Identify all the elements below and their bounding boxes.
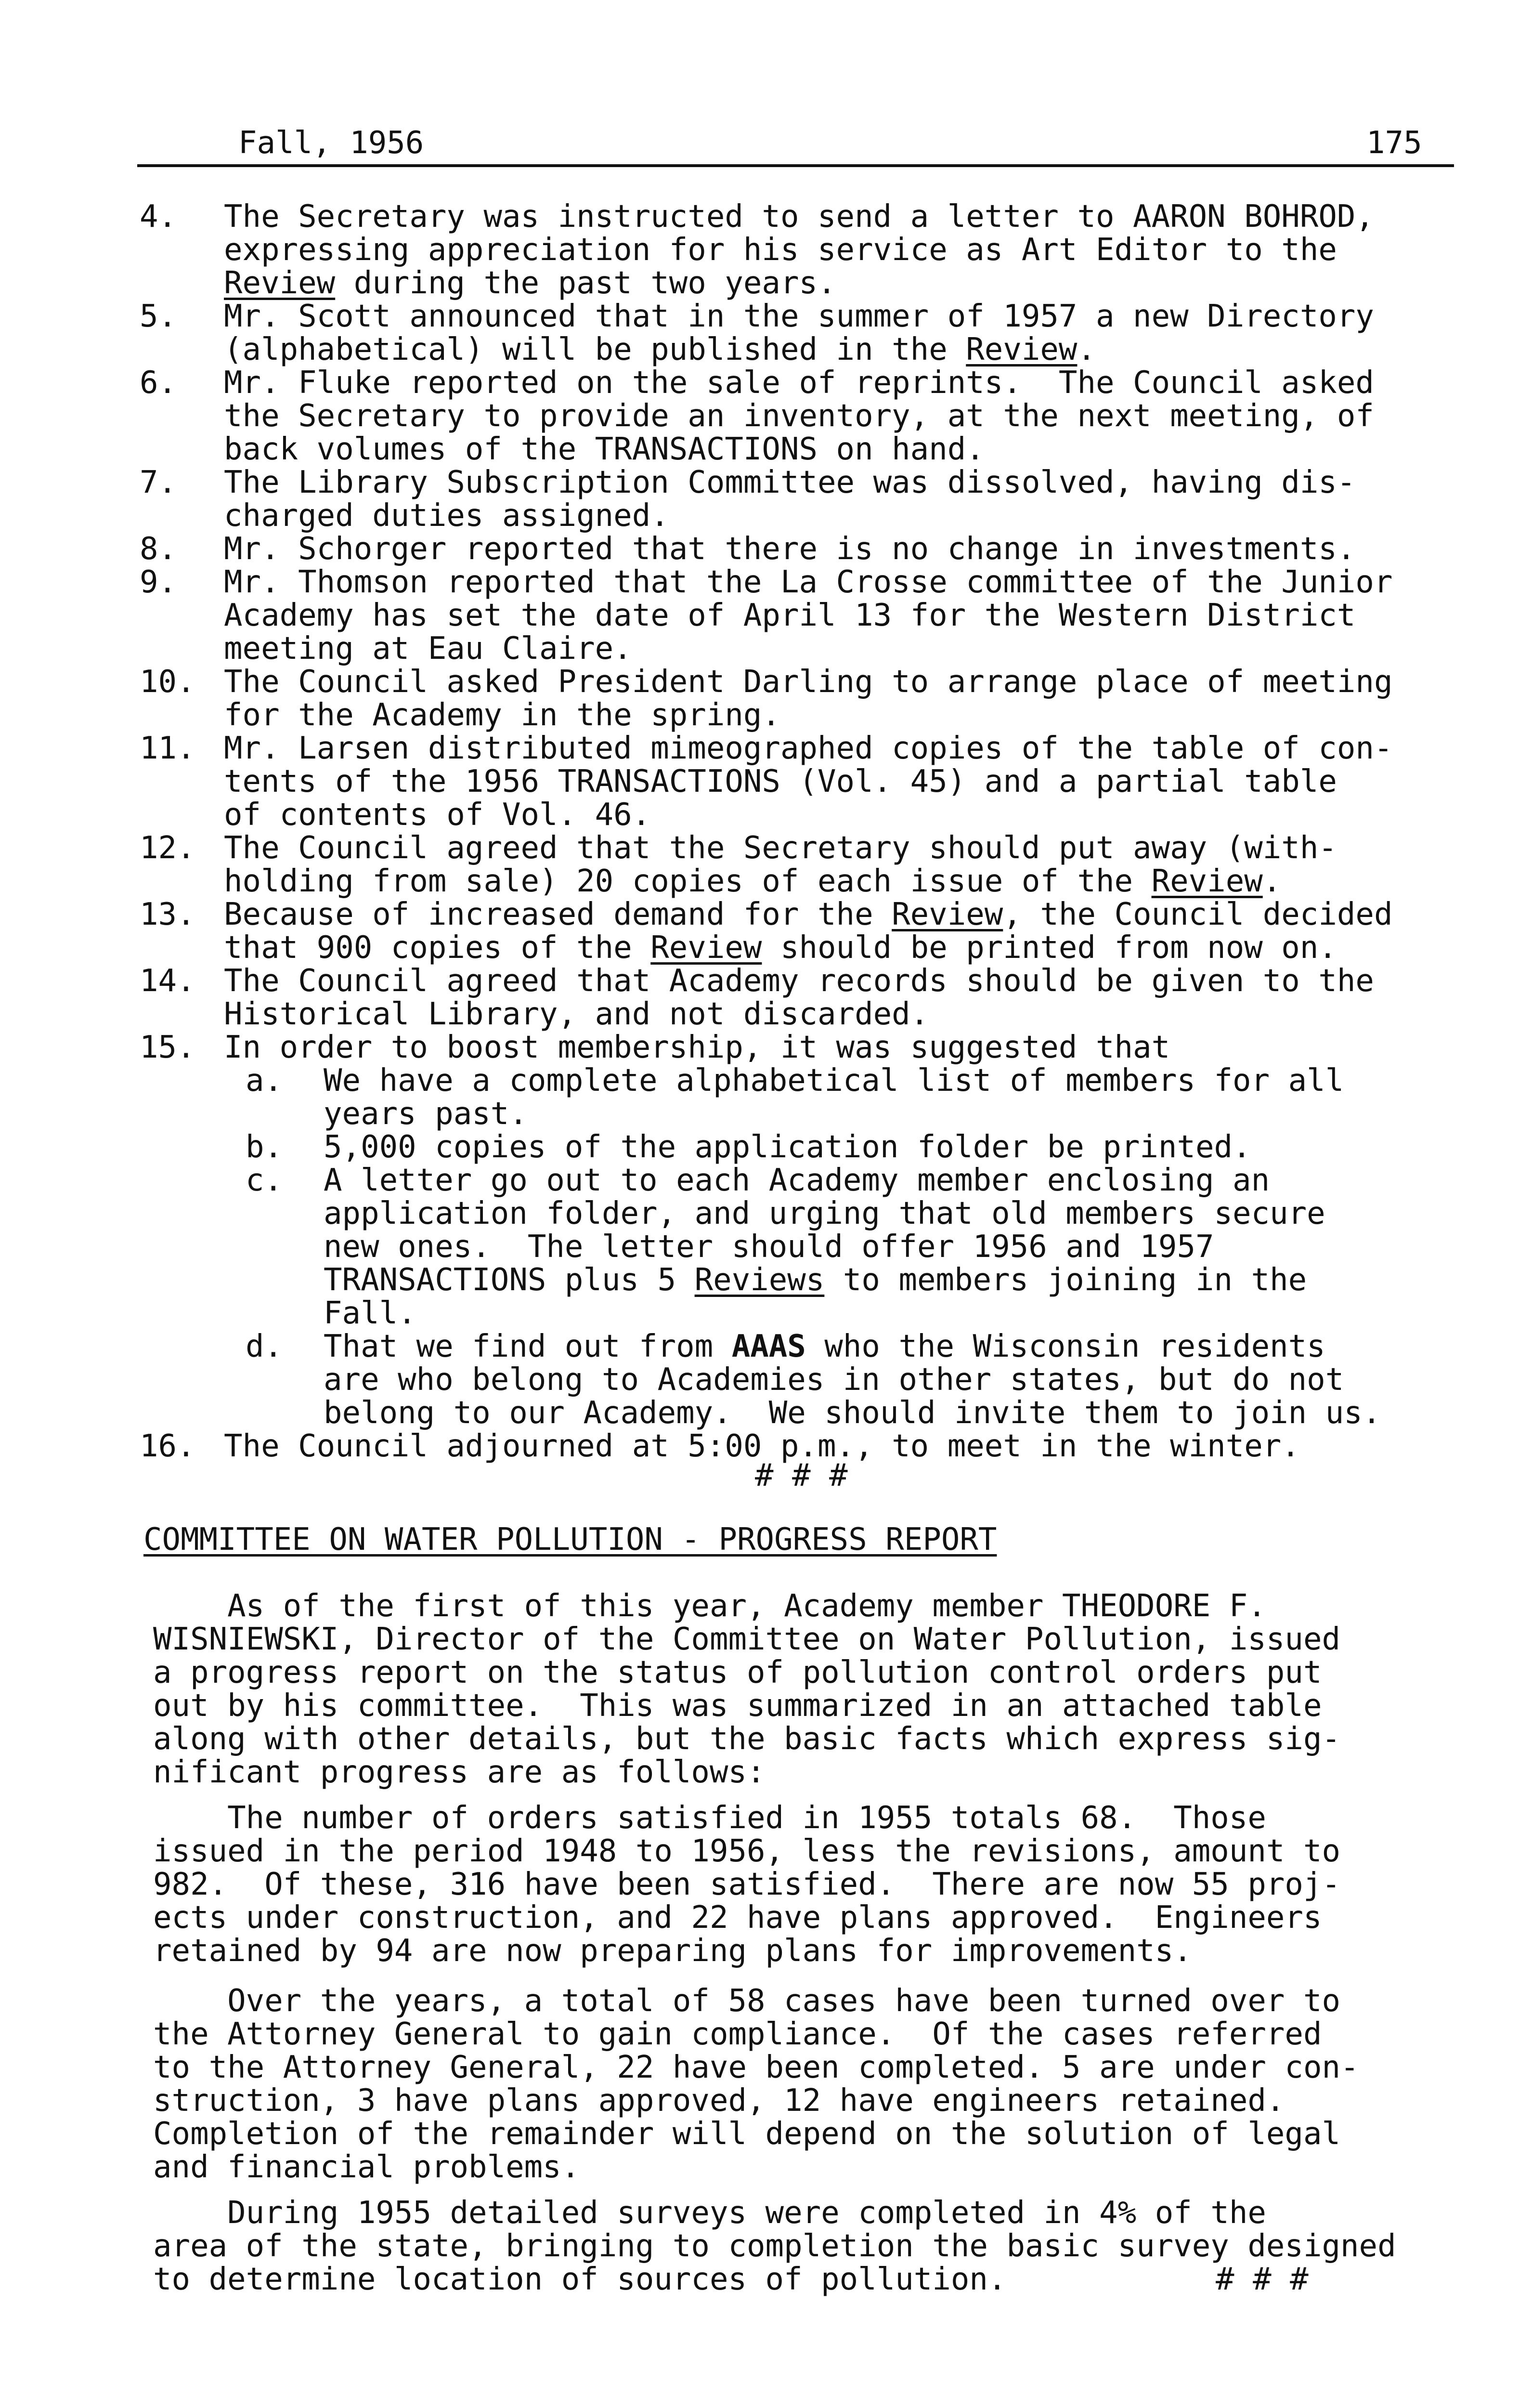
item-number: 4. xyxy=(140,199,177,235)
subitem-letter: b. xyxy=(246,1129,283,1165)
end-separator: # # # xyxy=(755,1458,848,1493)
item-text-line xyxy=(224,466,1355,499)
text-run: belong to our Academy. We should invite them to join us. xyxy=(324,1395,1381,1431)
text-run: application folder, and urging that old members secure xyxy=(324,1196,1325,1231)
paragraph-line: struction, 3 have plans approved, 12 have engineers retained. xyxy=(153,2083,1285,2119)
text-run: tents of the 1956 TRANSACTIONS (Vol. 45) and a partial table xyxy=(224,764,1337,799)
item-text-line xyxy=(224,698,780,732)
text-run: The Council agreed that the Secretary should put away (with- xyxy=(224,830,1337,866)
text-run: The Council agreed that Academy records should be given to the xyxy=(224,963,1374,999)
item-number: 16. xyxy=(140,1428,195,1464)
text-run: are who belong to Academies in other states, but do not xyxy=(324,1362,1344,1398)
item-text-line xyxy=(224,665,1392,699)
subitem-letter: a. xyxy=(246,1063,283,1099)
text-run: expressing appreciation for his service as Art Editor to the xyxy=(224,232,1337,268)
paragraph-line: WISNIEWSKI, Director of the Committee on Water Pollution, issued xyxy=(153,1622,1340,1657)
item-text-line xyxy=(224,1031,1170,1064)
paragraph-line: area of the state, bringing to completion the basic survey designed xyxy=(153,2228,1396,2264)
subitem-text-line xyxy=(324,1330,1325,1363)
item-text-line xyxy=(224,765,1337,798)
text-run: The Secretary was instructed to send a letter to AARON BOHROD, xyxy=(224,199,1374,235)
item-number: 12. xyxy=(140,830,195,866)
text-run: Because of increased demand for the xyxy=(224,897,892,932)
paragraph-line: along with other details, but the basic facts which express sig- xyxy=(153,1721,1340,1757)
text-run: Fall. xyxy=(324,1296,416,1331)
text-run: Mr. Schorger reported that there is no change in investments. xyxy=(224,531,1356,567)
paragraph-line: ects under construction, and 22 have plans approved. Engineers xyxy=(153,1900,1322,1936)
subitem-text-line xyxy=(324,1296,416,1330)
item-text-line xyxy=(224,366,1374,400)
underlined-title: Reviews xyxy=(694,1262,825,1298)
paragraph-line: the Attorney General to gain compliance. Of the cases referred xyxy=(153,2016,1322,2052)
item-text-line xyxy=(224,898,1392,931)
subitem-text-line xyxy=(324,1363,1344,1397)
item-text-line xyxy=(224,831,1337,865)
paragraph-line: The number of orders satisfied in 1955 totals 68. Those xyxy=(153,1800,1266,1836)
item-number: 6. xyxy=(140,365,177,401)
subitem-text-line xyxy=(324,1197,1325,1230)
paragraph-line: a progress report on the status of pollution control orders put xyxy=(153,1655,1322,1690)
text-run: to members joining in the xyxy=(824,1262,1307,1298)
text-run: Mr. Scott announced that in the summer of 1957 a new Directory xyxy=(224,299,1374,334)
item-text-line xyxy=(224,798,650,832)
running-header-date: Fall, 1956 xyxy=(238,125,424,161)
paragraph-line: to the Attorney General, 22 have been completed. 5 are under con- xyxy=(153,2050,1359,2085)
item-text-line xyxy=(224,399,1374,433)
item-text-line xyxy=(224,333,1096,366)
item-text-line xyxy=(224,432,985,466)
item-text-line: The Council adjourned at 5:00 p.m., to meet in the winter. xyxy=(224,1428,1300,1464)
item-text-line xyxy=(224,233,1337,267)
text-run: We have a complete alphabetical list of members for all xyxy=(324,1063,1344,1099)
text-run: for the Academy in the spring. xyxy=(224,697,780,733)
item-text-line xyxy=(224,300,1374,333)
paragraph-line: retained by 94 are now preparing plans for improvements. xyxy=(153,1933,1192,1969)
paragraph-line: As of the first of this year, Academy member THEODORE F. xyxy=(153,1588,1266,1624)
text-run: charged duties assigned. xyxy=(224,498,669,534)
item-number: 7. xyxy=(140,465,177,500)
subitem-text-line xyxy=(324,1230,1214,1264)
item-text-line xyxy=(224,532,1355,566)
subitem-letter: c. xyxy=(246,1163,283,1198)
underlined-title: Review xyxy=(1151,864,1263,899)
item-number: 5. xyxy=(140,299,177,334)
item-number: 10. xyxy=(140,664,195,700)
end-separator: # # # xyxy=(1216,2262,1309,2297)
item-number: 13. xyxy=(140,897,195,932)
text-run: The Council asked President Darling to arrange place of meeting xyxy=(224,664,1393,700)
text-run: the Secretary to provide an inventory, at the next meeting, of xyxy=(224,398,1374,434)
subitem-text-line xyxy=(324,1130,1251,1164)
item-text-line xyxy=(224,565,1392,599)
text-run: Historical Library, and not discarded. xyxy=(224,996,929,1032)
text-run: Mr. Larsen distributed mimeographed copies of the table of con- xyxy=(224,731,1393,766)
subitem-letter: d. xyxy=(246,1329,283,1364)
paragraph-line: 982. Of these, 316 have been satisfied. There are now 55 proj- xyxy=(153,1867,1340,1902)
text-run: A letter go out to each Academy member enclosing an xyxy=(324,1163,1270,1198)
text-run: years past. xyxy=(324,1096,528,1132)
subitem-text-line xyxy=(324,1164,1270,1197)
text-run: 5,000 copies of the application folder be printed. xyxy=(324,1129,1251,1165)
item-text-line xyxy=(224,499,669,533)
paragraph-line: nificant progress are as follows: xyxy=(153,1754,766,1790)
text-run: back volumes of the TRANSACTIONS on hand. xyxy=(224,432,985,467)
bold-acronym: AAAS xyxy=(731,1329,806,1364)
text-run: In order to boost membership, it was suggested that xyxy=(224,1030,1170,1065)
text-run: . xyxy=(1077,332,1096,367)
text-run: TRANSACTIONS plus 5 xyxy=(324,1262,695,1298)
subitem-text-line xyxy=(324,1097,528,1131)
subitem-text-line xyxy=(324,1064,1344,1098)
underlined-title: Review xyxy=(650,930,762,966)
text-run: Academy has set the date of April 13 for the Western District xyxy=(224,598,1356,633)
paragraph-line: Over the years, a total of 58 cases have been turned over to xyxy=(153,1983,1340,2019)
text-run: meeting at Eau Claire. xyxy=(224,631,632,667)
text-run: during the past two years. xyxy=(335,265,836,301)
item-text-line xyxy=(224,964,1374,998)
text-run: should be printed from now on. xyxy=(762,930,1337,966)
text-run: new ones. The letter should offer 1956 and 1957 xyxy=(324,1229,1214,1265)
text-run: that 900 copies of the xyxy=(224,930,651,966)
item-text-line xyxy=(224,266,836,300)
text-run: Mr. Fluke reported on the sale of reprints. The Council asked xyxy=(224,365,1374,401)
item-text-line xyxy=(224,632,632,666)
text-run: of contents of Vol. 46. xyxy=(224,797,651,833)
item-text-line xyxy=(224,599,1355,632)
text-run: who the Wisconsin residents xyxy=(805,1329,1325,1364)
item-text-line xyxy=(224,864,1281,898)
paragraph-line: out by his committee. This was summarized in an attached table xyxy=(153,1688,1322,1724)
item-number: 8. xyxy=(140,531,177,567)
subitem-text-line xyxy=(324,1396,1381,1430)
item-text-line xyxy=(224,732,1392,765)
page-number: 175 xyxy=(1366,125,1422,161)
section-heading: COMMITTEE ON WATER POLLUTION - PROGRESS REPORT xyxy=(143,1522,997,1557)
header-rule xyxy=(137,164,1454,167)
item-text-line xyxy=(224,931,1337,965)
text-run: (alphabetical) will be published in the xyxy=(224,332,966,367)
text-run: The Library Subscription Committee was dissolved, having dis- xyxy=(224,465,1356,500)
paragraph-line: and financial problems. xyxy=(153,2149,580,2185)
underlined-title: Review xyxy=(892,897,1003,932)
subitem-text-line xyxy=(324,1263,1307,1297)
item-number: 14. xyxy=(140,963,195,999)
text-run: , the Council decided xyxy=(1003,897,1393,932)
paragraph-line: to determine location of sources of pollution. xyxy=(153,2262,1007,2297)
item-text-line xyxy=(224,200,1374,234)
text-run: . xyxy=(1262,864,1282,899)
paragraph-line: issued in the period 1948 to 1956, less the revisions, amount to xyxy=(153,1833,1340,1869)
underlined-title: Review xyxy=(224,265,336,301)
text-run: holding from sale) 20 copies of each issue of the xyxy=(224,864,1152,899)
item-number: 11. xyxy=(140,731,195,766)
item-text-line xyxy=(224,997,929,1031)
item-number: 15. xyxy=(140,1030,195,1065)
item-number: 9. xyxy=(140,564,177,600)
text-run: That we find out from xyxy=(324,1329,732,1364)
text-run: Mr. Thomson reported that the La Crosse committee of the Junior xyxy=(224,564,1393,600)
underlined-title: Review xyxy=(966,332,1078,367)
paragraph-line: During 1955 detailed surveys were completed in 4% of the xyxy=(153,2195,1266,2231)
paragraph-line: Completion of the remainder will depend on the solution of legal xyxy=(153,2116,1340,2152)
